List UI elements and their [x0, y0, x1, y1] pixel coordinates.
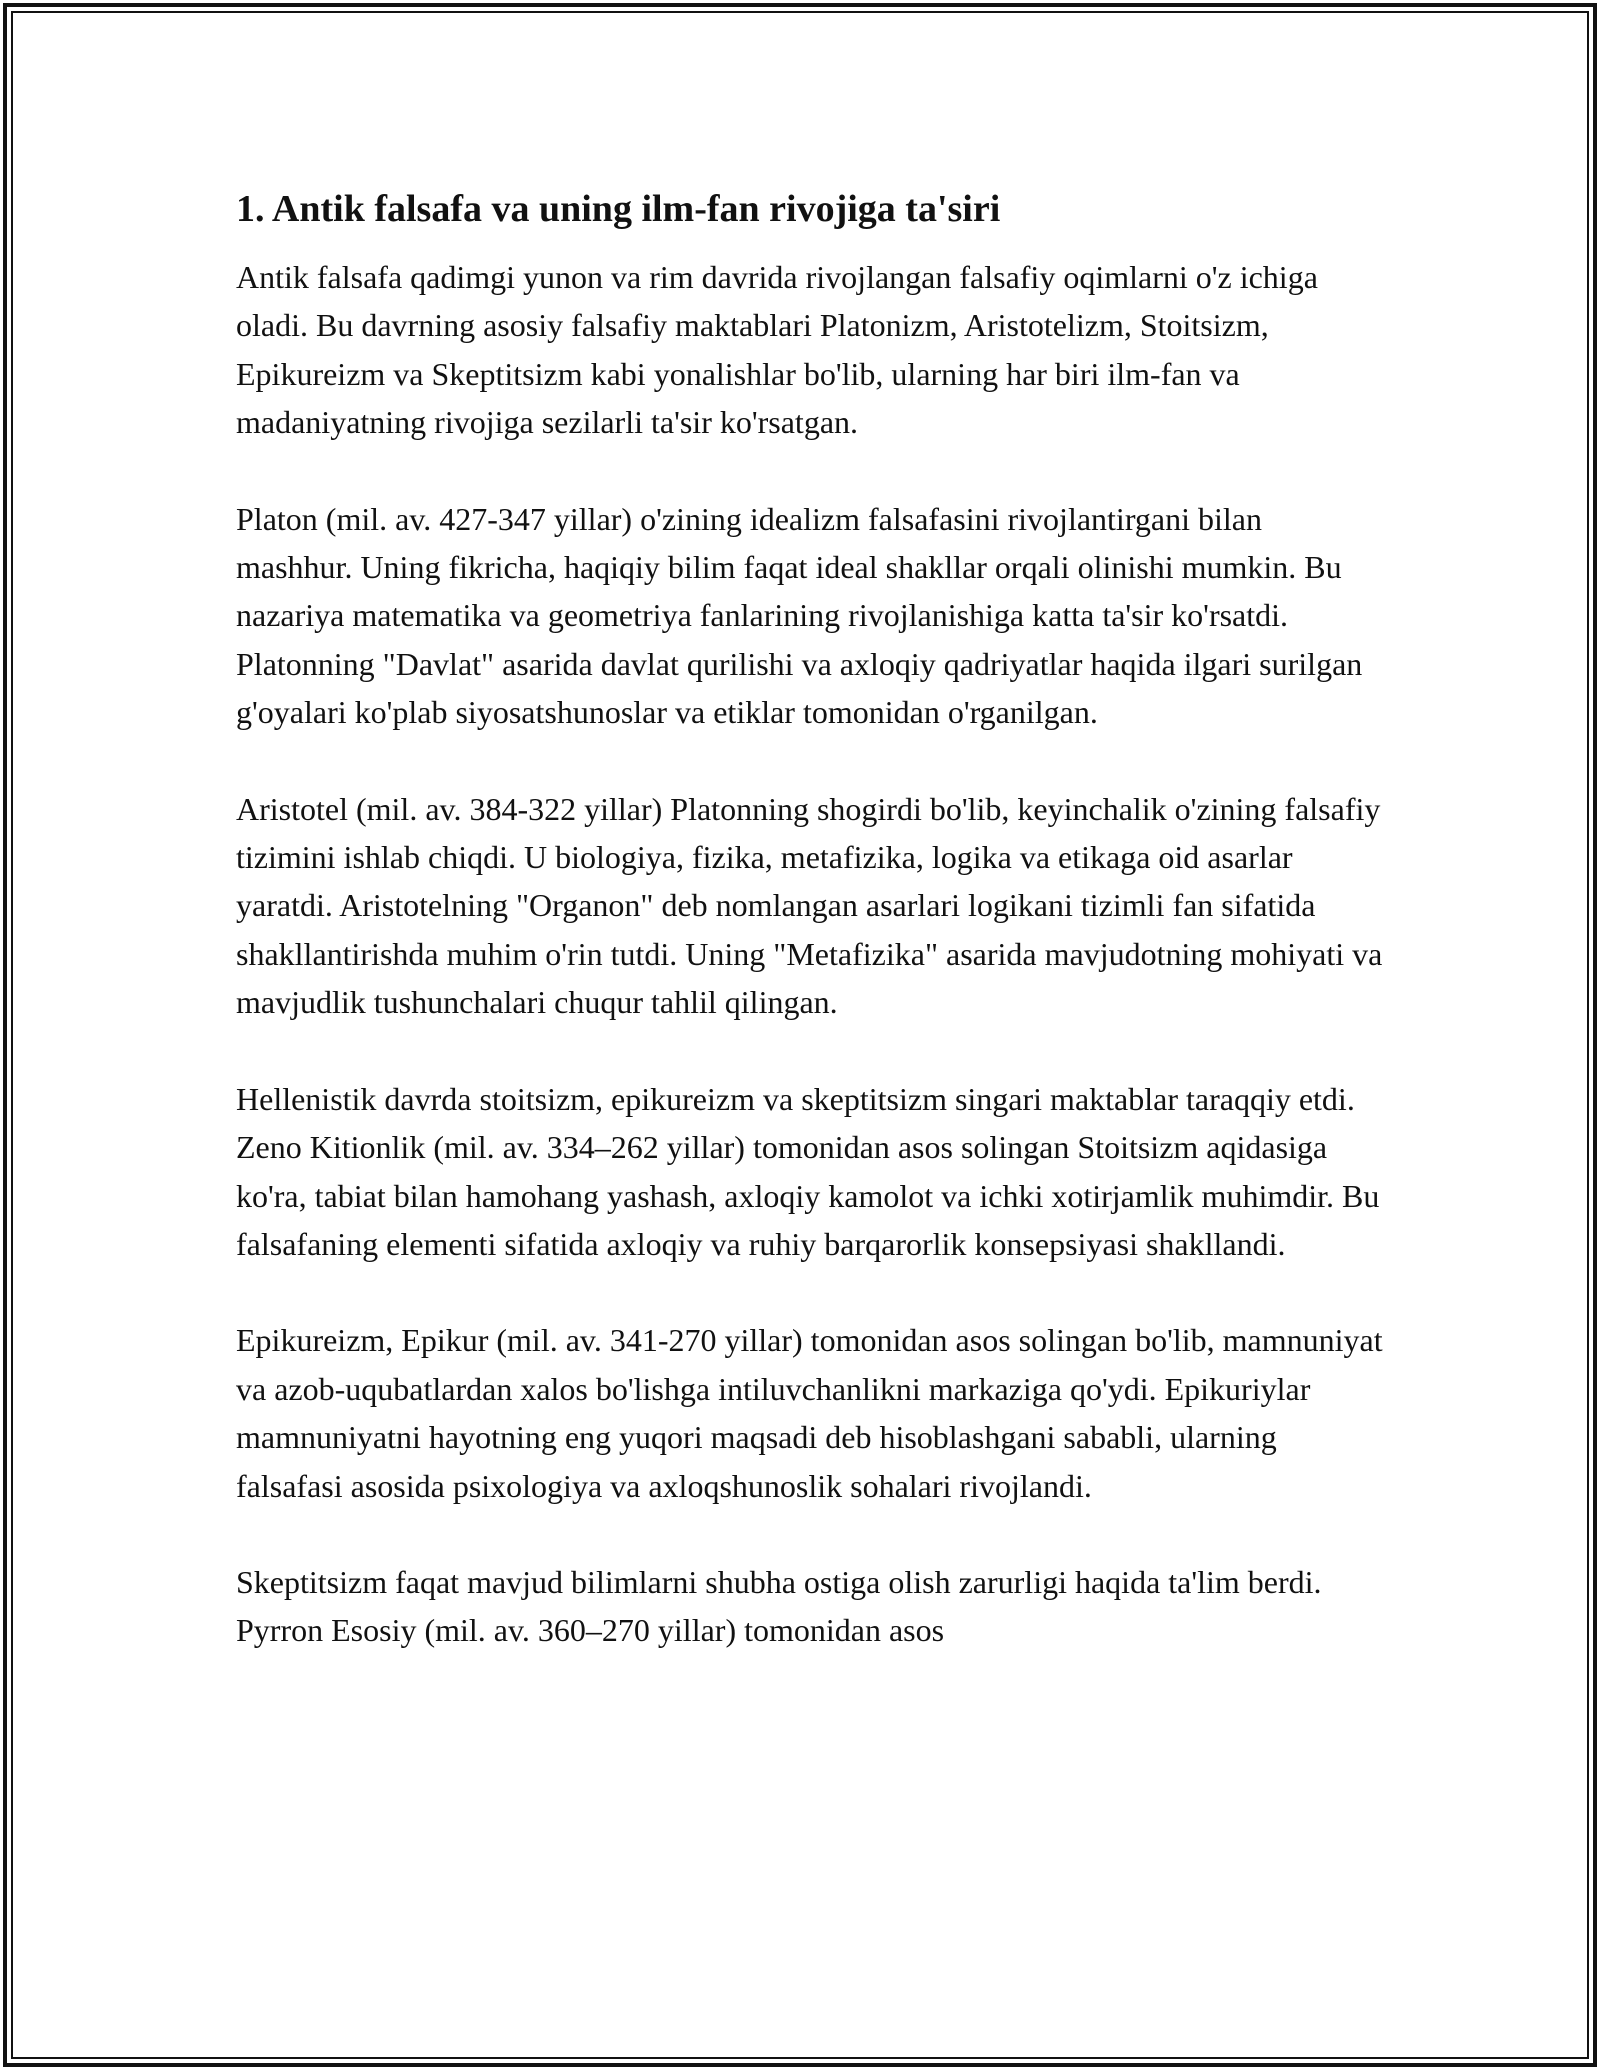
paragraph-intro: Antik falsafa qadimgi yunon va rim davrida rivojlangan falsafiy oqimlarni o'z ichiga oladi. Bu davrning asosiy falsafiy maktablari Platonizm, Aristotelizm, Stoitsizm, Epikureizm va Skeptitsizm kabi yonalishlar bo'lib, ularning har biri ilm-fan va madaniyatning rivojiga sezilarli ta'sir ko'rsatgan. — [236, 259, 1318, 441]
paragraph-epikureizm: Epikureizm, Epikur (mil. av. 341-270 yillar) tomonidan asos solingan bo'lib, mamnuniyat va azob-uqubatlardan xalos bo'lishga intiluvchanlikni markaziga qo'ydi. Epikuriylar mamnuniyatni hayotning eng yuqori maqsadi deb hisoblashgani sababli, ularning falsafasi asosida psixologiya va axloqshunoslik sohalari rivojlandi. — [236, 1322, 1383, 1504]
paragraph-skeptitsizm: Skeptitsizm faqat mavjud bilimlarni shubha ostiga olish zarurligi haqida ta'lim berdi. Pyrron Esosiy (mil. av. 360–270 yillar) tomonidan asos — [236, 1563, 1322, 1649]
section-heading: 1. Antik falsafa va uning ilm-fan rivojiga ta'siri — [236, 188, 1001, 230]
paragraph-platon: Platon (mil. av. 427-347 yillar) o'zining idealizm falsafasini rivojlantirgani bilan mashhur. Uning fikricha, haqiqiy bilim faqat ideal shakllar orqali olinishi mumkin. Bu nazariya matematika va geometriya fanlarining rivojlanishiga katta ta'sir ko'rsatdi. Platonning "Davlat" asarida davlat qurilishi va axloqiy qadriyatlar haqida ilgari surilgan g'oyalari ko'plab siyosatshunoslar va etiklar tomonidan o'rganilgan. — [236, 500, 1363, 731]
document-body — [236, 185, 1386, 1655]
paragraph-hellenistik: Hellenistik davrda stoitsizm, epikureizm va skeptitsizm singari maktablar taraqqiy etdi. Zeno Kitionlik (mil. av. 334–262 yillar) tomonidan asos solingan Stoitsizm aqidasiga ko'ra, tabiat bilan hamohang yashash, axloqiy kamolot va ichki xotirjamlik muhimdir. Bu falsafaning elementi sifatida axloqiy va ruhiy barqarorlik konsepsiyasi shakllandi. — [236, 1080, 1380, 1262]
paragraph-aristotel: Aristotel (mil. av. 384-322 yillar) Platonning shogirdi bo'lib, keyinchalik o'zining falsafiy tizimini ishlab chiqdi. U biologiya, fizika, metafizika, logika va etikaga oid asarlar yaratdi. Aristotelning "Organon" deb nomlangan asarlari logikani tizimli fan sifatida shakllantirishda muhim o'rin tutdi. Uning "Metafizika" asarida mavjudotning mohiyati va mavjudlik tushunchalari chuqur tahlil qilingan. — [236, 790, 1383, 1021]
